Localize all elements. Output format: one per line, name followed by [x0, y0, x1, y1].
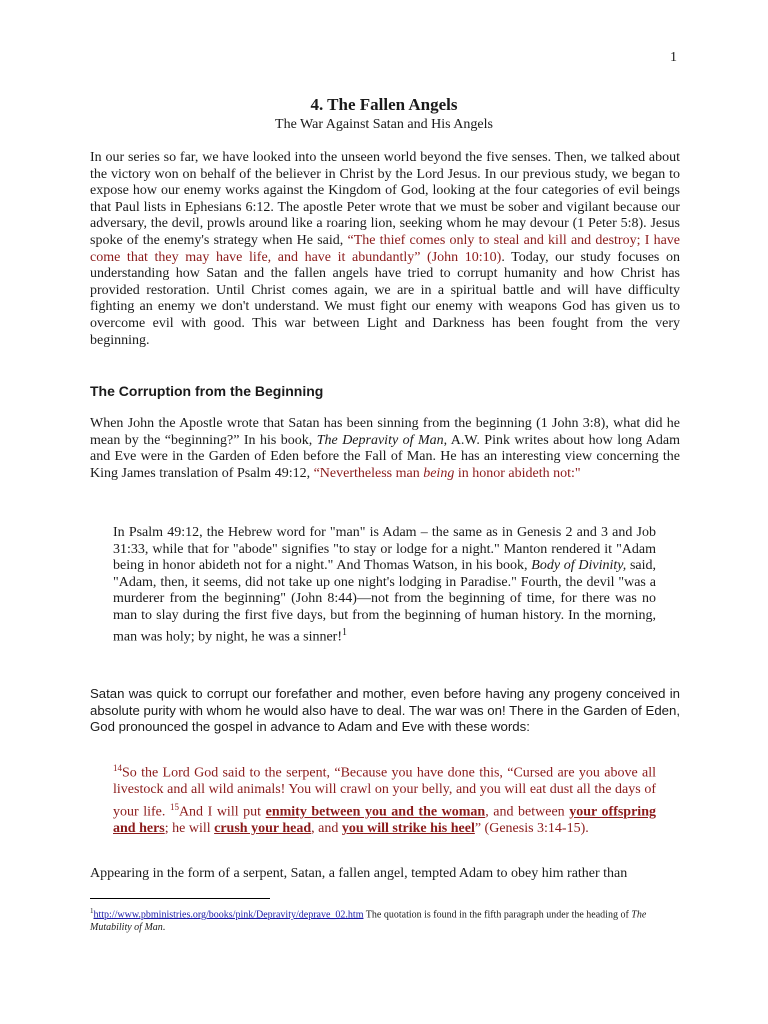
section-heading: The Corruption from the Beginning [90, 383, 324, 399]
footnote-text-a: The quotation is found in the fifth paragraph under the heading of [363, 909, 632, 921]
intro-paragraph [90, 150, 680, 349]
emphasis-enmity: enmity between you and the woman [265, 804, 486, 820]
psalm-quote-a: “Nevertheless man [313, 465, 424, 481]
p2-text-a: When John the Apostle wrote that Satan has been sinning from the beginning (1 John 3:8), what did he mean by the “beginning?” In his book, [90, 416, 680, 448]
psalm-quote-em: being [423, 465, 455, 481]
p2-text-b: , A.W. Pink writes about how long Adam and Eve were in the Garden of Eden before the Fall of Man. He has an interesting view concerning the King James translation of Psalm 49:12, [90, 432, 680, 481]
page-subtitle: The War Against Satan and His Angels [275, 117, 493, 132]
block-quote-genesis [113, 760, 656, 838]
footnote [90, 905, 680, 934]
footnote-italic: The Mutability of Man [90, 909, 647, 934]
emphasis-strike-heel: you will strike his heel [341, 821, 475, 837]
paragraph-corruption: Satan was quick to corrupt our forefather and mother, even before having any progeny conceived in absolute purity with whom he would also have to deal. The war was on! There in the Garden of Eden, God pronounced the gospel in advance to Adam and Eve with these words: [90, 686, 680, 735]
verse-14: 14 [113, 763, 122, 773]
john-10-10-quote: “The thief comes only to steal and kill and destroy; I have come that they may have life, and have it abundantly” (John 10:10) [90, 232, 681, 265]
quote2-text-f: ” (Genesis 3:14-15). [474, 821, 589, 837]
paragraph-beginning [90, 416, 680, 482]
footnote-ref[interactable]: 1 [342, 626, 348, 638]
quote2-text-a: So the Lord God said to the serpent, “Because you have done this, “Cursed are you above all livestock and all wild animals! You will crawl on your belly, and you will eat dust all the days of your life. [113, 765, 656, 820]
emphasis-offspring: your offspring and hers [113, 804, 656, 837]
quote1-text-b: said, "Adam, then, it seems, did not take up one night's lodging in Paradise." Fourth, the devil "was a murderer from the beginning" (John 8:44)—not from the beginning of time, for there was no man to slay during the first five days, but from the beginning of human history. In the morning, man was holy; by night, he was a sinner! [113, 558, 656, 645]
verse-15: 15 [169, 801, 179, 812]
quote1-book: Body of Divinity, [531, 558, 627, 574]
emphasis-crush-head: crush your head [214, 821, 312, 837]
quote2-text-b: And I will put [178, 804, 266, 820]
quote2-text-c: , and between [485, 804, 570, 820]
footnote-text-b: . [162, 922, 166, 934]
page-number: 1 [670, 50, 677, 65]
paragraph-serpent: Appearing in the form of a serpent, Satan, a fallen angel, tempted Adam to obey him rather than [90, 866, 628, 881]
psalm-quote [314, 466, 581, 481]
block-quote-pink [113, 525, 656, 646]
intro-text-b: . Today, our study focuses on understanding how Satan and the fallen angels have tried to corrupt humanity and how Christ has provided restoration. Until Christ comes again, we are in a spiritual battle and will have difficulty fighting an enemy we don't understand. We must fight our enemy with weapons God has given us to overcome evil with good. This war between Light and Darkness has been fought from the very beginning. [90, 249, 680, 348]
intro-text-a: In our series so far, we have looked into the unseen world beyond the five senses. Then, we talked about the victory won on behalf of the believer in Christ by the Lord Jesus. In our previous study, we began to expose how our enemy works against the Kingdom of God, looking at the four categories of evil beings that Paul lists in Ephesians 6:12. The apostle Peter wrote that we must be sober and vigilant because our adversary, the devil, prowls around like a roaring lion, seeking whom he may devour (1 Peter 5:8). Jesus spoke of the enemy's strategy when He said, [90, 150, 680, 248]
footnote-link[interactable]: http://www.pbministries.org/books/pink/Depravity/deprave_02.htm [93, 909, 364, 921]
book-title: The Depravity of Man [316, 432, 444, 448]
psalm-quote-b: in honor abideth not:" [454, 465, 581, 481]
quote1-text-a: In Psalm 49:12, the Hebrew word for "man" is Adam – the same as in Genesis 2 and 3 and Job 31:33, while that for "abode" signifies "to stay or lodge for a night." Manton rendered it "Adam being in honor abideth not for a night." And Thomas Watson, in his book, [113, 525, 656, 574]
quote2-text-d: ; he will [164, 821, 215, 837]
quote2-text-e: , and [311, 821, 342, 837]
page-title: 4. The Fallen Angels [310, 95, 458, 114]
footnote-number: 1 [90, 907, 94, 915]
footnote-separator [90, 898, 270, 899]
